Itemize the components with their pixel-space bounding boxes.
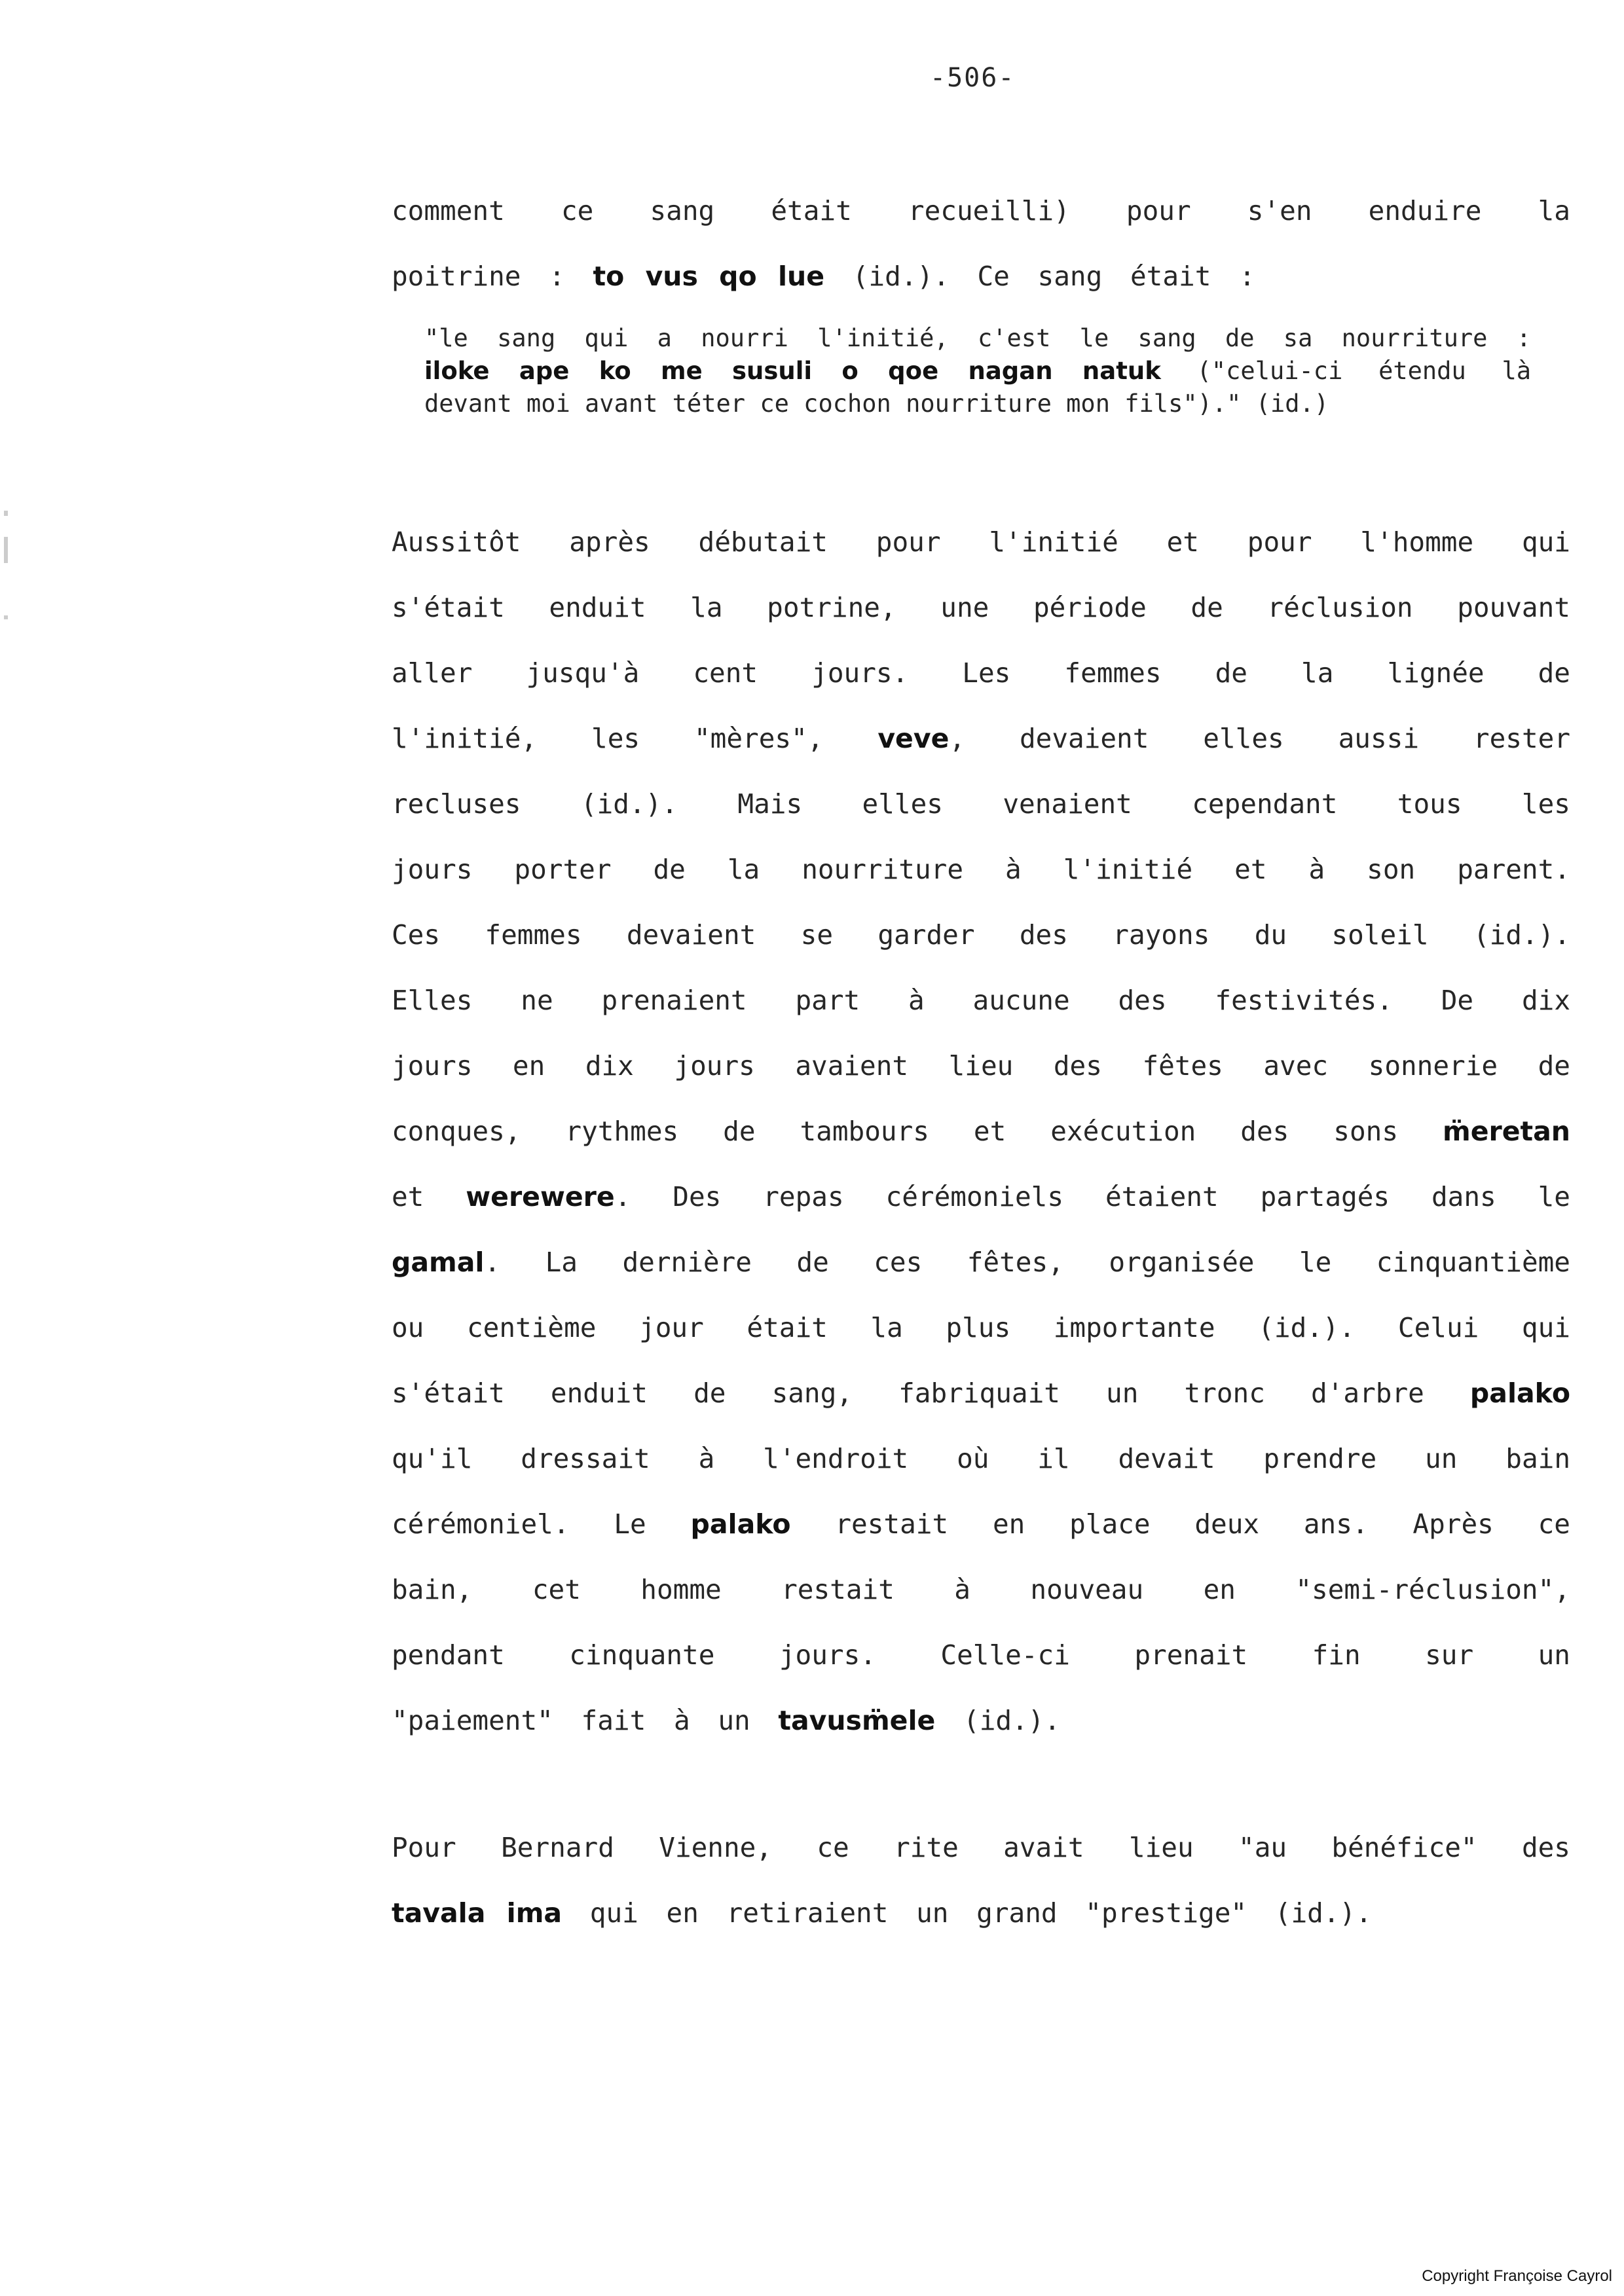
text-run: . La dernière de ces fêtes, organisée le cinquantième [484, 1247, 1570, 1278]
para1-line: Aussitôt après débutait pour l'initié et pour l'homme qui [392, 526, 1570, 558]
para1-line [392, 1099, 1570, 1164]
text-run: "paiement" fait à un [392, 1705, 779, 1736]
text-run: cérémoniel. Le [392, 1508, 691, 1540]
para1-line: Ces femmes devaient se garder des rayons du soleil (id.). [392, 919, 1570, 951]
vernacular-term: m̈eretan [1442, 1116, 1570, 1147]
text-run: qui en retiraient un grand "prestige" (id.). [562, 1897, 1372, 1929]
para1-line [392, 1360, 1570, 1426]
main-paragraph [392, 509, 1570, 1753]
quote-line-3: devant moi avant téter ce cochon nourriture mon fils")." (id.) [424, 390, 1329, 418]
vernacular-term: palako [690, 1508, 791, 1540]
intro-line-2-post: (id.). Ce sang était : [824, 261, 1255, 292]
para1-line: jours porter de la nourriture à l'initié et à son parent. [392, 854, 1570, 885]
intro-line-1: comment ce sang était recueilli) pour s'en enduire la [392, 195, 1570, 227]
page-number: -506- [930, 63, 1016, 93]
text-run: l'initié, les "mères", [392, 723, 878, 754]
scan-artifact [4, 511, 8, 516]
para1-line: qu'il dressait à l'endroit où il devait prendre un bain [392, 1443, 1570, 1474]
vernacular-term: veve [877, 723, 950, 754]
vernacular-term: gamal [392, 1247, 485, 1278]
intro-line-2-pre: poitrine : [392, 261, 593, 292]
vernacular-term: palako [1469, 1377, 1570, 1409]
vernacular-term: to vus qo lue [593, 261, 825, 292]
vernacular-term: tavala ima [392, 1897, 563, 1929]
intro-paragraph [392, 178, 1570, 309]
para1-line: jours en dix jours avaient lieu des fêtes avec sonnerie de [392, 1050, 1570, 1082]
vernacular-phrase: iloke ape ko me susuli o qoe nagan natuk [424, 357, 1161, 385]
quote-line-2 [424, 355, 1531, 388]
para1-line: pendant cinquante jours. Celle-ci prenait fin sur un [392, 1639, 1570, 1671]
text-run: (id.). [935, 1705, 1061, 1736]
para1-line: ou centième jour était la plus importante (id.). Celui qui [392, 1312, 1570, 1343]
copyright-notice: Copyright Françoise Cayrol [1422, 2267, 1612, 2285]
closing-paragraph [392, 1815, 1570, 1946]
para1-line: recluses (id.). Mais elles venaient cependant tous les [392, 788, 1570, 820]
text-run: et [392, 1181, 466, 1212]
para2-line [392, 1880, 1570, 1946]
text-run: . Des repas cérémoniels étaient partagés dans le [614, 1181, 1570, 1212]
text-run: conques, rythmes de tambours et exécution des sons [392, 1116, 1443, 1147]
intro-line-2 [392, 244, 1570, 309]
para1-line [392, 1491, 1570, 1557]
vernacular-term: werewere [466, 1181, 615, 1212]
para1-line [392, 1230, 1570, 1295]
para1-line [392, 1164, 1570, 1230]
scan-artifact [4, 615, 8, 619]
block-quote [424, 322, 1531, 420]
para1-line: bain, cet homme restait à nouveau en "semi-réclusion", [392, 1574, 1570, 1605]
text-run: s'était enduit de sang, fabriquait un tronc d'arbre [392, 1377, 1470, 1409]
quote-line-1: "le sang qui a nourri l'initié, c'est le sang de sa nourriture : [424, 324, 1531, 352]
scan-artifact [4, 537, 8, 563]
para1-line: aller jusqu'à cent jours. Les femmes de la lignée de [392, 657, 1570, 689]
para1-line: s'était enduit la potrine, une période de réclusion pouvant [392, 592, 1570, 623]
vernacular-term: tavusm̈ele [778, 1705, 936, 1736]
text-run: , devaient elles aussi rester [949, 723, 1570, 754]
para2-line: Pour Bernard Vienne, ce rite avait lieu "au bénéfice" des [392, 1832, 1570, 1863]
para1-line [392, 706, 1570, 771]
para1-line: Elles ne prenaient part à aucune des festivités. De dix [392, 985, 1570, 1016]
quote-line-2-post: ("celui-ci étendu là [1160, 357, 1531, 385]
text-run: restait en place deux ans. Après ce [790, 1508, 1570, 1540]
para1-line [392, 1688, 1570, 1753]
